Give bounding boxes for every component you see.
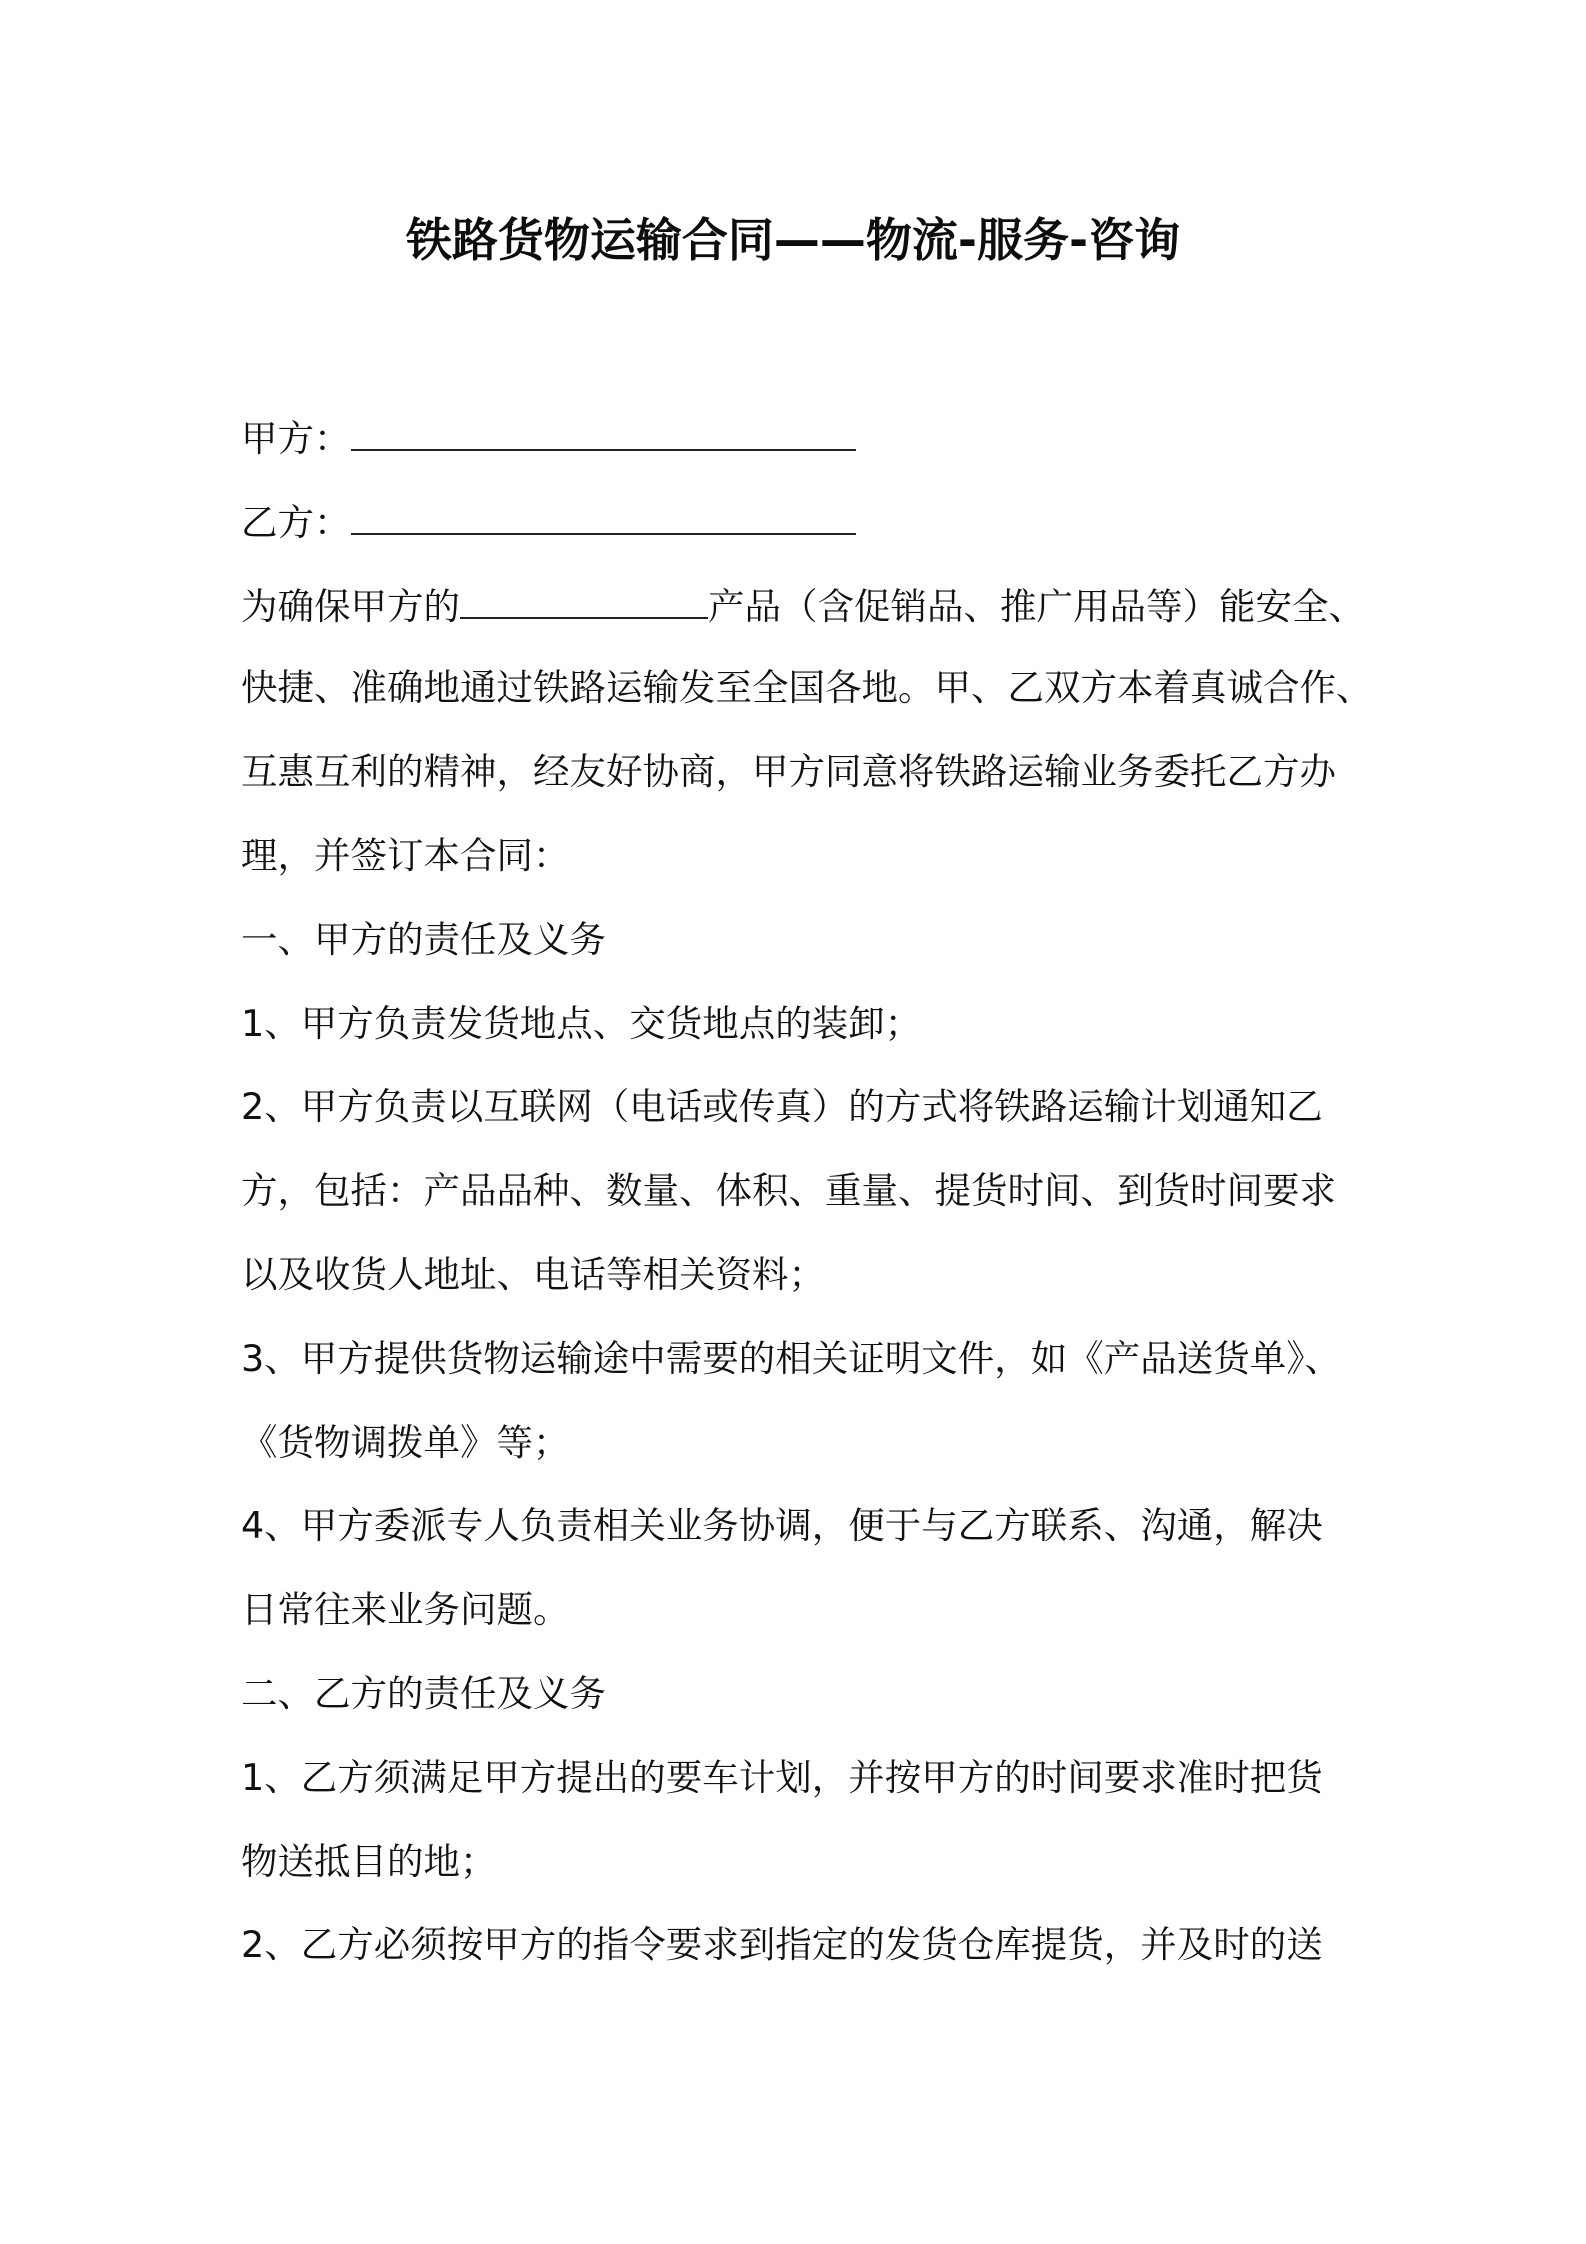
party-a-blank xyxy=(351,403,856,451)
s1-item-2-line-3: 以及收货人地址、电话等相关资料； xyxy=(241,1252,825,1296)
s2-item-2-line-1: 2、乙方必须按甲方的指令要求到指定的发货仓库提货，并及时的送 xyxy=(241,1923,1323,1967)
intro-line-3: 互惠互利的精神，经友好协商，甲方同意将铁路运输业务委托乙方办 xyxy=(241,750,1336,794)
s1-item-1: 1、甲方负责发货地点、交货地点的装卸； xyxy=(241,1001,922,1045)
product-blank xyxy=(460,571,708,619)
intro-line1-suffix: 产品（含促销品、推广用品等）能安全、 xyxy=(708,584,1365,628)
s1-item-3-line-1: 3、甲方提供货物运输途中需要的相关证明文件，如《产品送货单》、 xyxy=(241,1336,1341,1380)
party-b-blank xyxy=(351,487,856,535)
s2-item-1-line-1: 1、乙方须满足甲方提出的要车计划，并按甲方的时间要求准时把货 xyxy=(241,1755,1323,1799)
intro-prefix: 为确保甲方的 xyxy=(241,584,460,628)
s1-item-2-line-2: 方，包括：产品品种、数量、体积、重量、提货时间、到货时间要求 xyxy=(241,1169,1336,1213)
document-title: 铁路货物运输合同——物流-服务-咨询 xyxy=(405,213,1181,267)
intro-line-4: 理，并签订本合同： xyxy=(241,833,570,877)
party-a-label: 甲方： xyxy=(241,417,351,460)
party-b-label: 乙方： xyxy=(241,500,351,544)
section-2-heading: 二、乙方的责任及义务 xyxy=(241,1671,606,1715)
s1-item-2-line-1: 2、甲方负责以互联网（电话或传真）的方式将铁路运输计划通知乙 xyxy=(241,1085,1323,1129)
s1-item-3-line-2: 《货物调拨单》等； xyxy=(241,1420,570,1464)
intro-line-2: 快捷、准确地通过铁路运输发至全国各地。甲、乙双方本着真诚合作、 xyxy=(241,666,1373,710)
party-a-line xyxy=(241,403,1361,487)
section-1-heading: 一、甲方的责任及义务 xyxy=(241,917,606,961)
party-b-line xyxy=(241,487,1361,571)
s1-item-4-line-1: 4、甲方委派专人负责相关业务协调，便于与乙方联系、沟通，解决 xyxy=(241,1504,1323,1548)
contract-body xyxy=(241,403,1373,1995)
s2-item-1-line-2: 物送抵目的地； xyxy=(241,1839,497,1883)
s1-item-4-line-2: 日常往来业务问题。 xyxy=(241,1588,570,1632)
intro-line-1 xyxy=(241,571,1365,655)
